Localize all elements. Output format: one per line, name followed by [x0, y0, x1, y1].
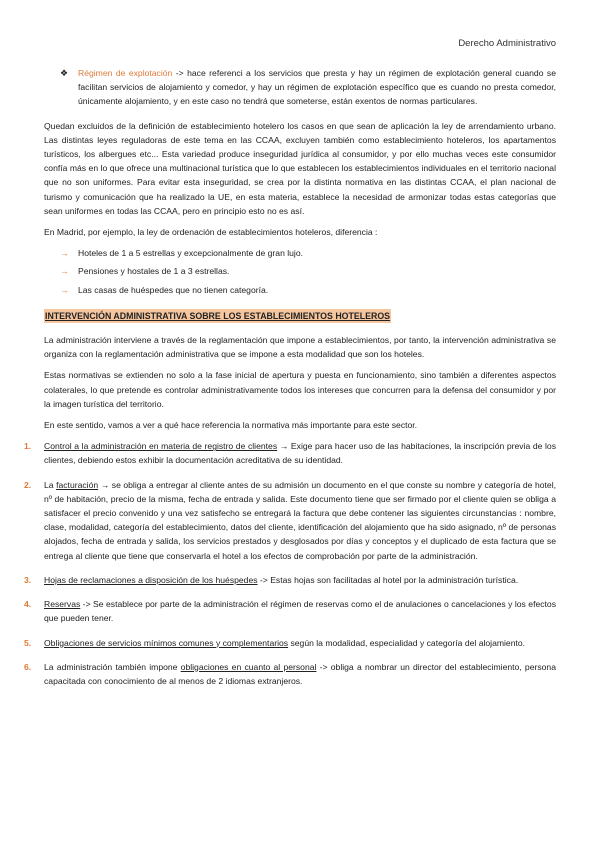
numbered-item-facturacion: 2. La facturación → se obliga a entregar al cliente antes de su admisión un documento en el que conste su nombre y categoría de hotel, nº de habitación, precio de la misma, fecha de entrada y salida. Este documento tiene que ser firmado por el cliente quien se obliga a satisfacer el precio convenido y una vez satisfecho se entregará la factura que debe contener las siguientes circunstancias : nombre, clase, modalidad, categoría del establecimiento, datos del cliente, identificación del alojamiento que ha sido asignado, nº de personas alojados, fecha de entrada y salida, los servicios prestados y desglosados por días y conceptos y el duplicado de esta factura que se entrega al cliente que tiene que conservarla el hotel a los efectos de comprobación por parte de la administración.: [24, 479, 556, 561]
regimen-text: -> hace referenci a los servicios que presta y hay un régimen de explotación general cuando se facilitan servicios de alojamiento y comedor, y hay un régimen de explotación específico que es cuando no presta comedor, únicamente alojamiento, y en este caso no tendrá que someterse, están exentos de normas particulares.: [78, 68, 556, 107]
list-item: → Pensiones y hostales de 1 a 3 estrellas.: [44, 264, 556, 278]
item-title: Reservas: [44, 599, 81, 610]
paragraph-madrid: En Madrid, por ejemplo, la ley de ordenación de establecimientos hoteleros, diferencia :: [44, 227, 378, 238]
section-heading: INTERVENCIÓN ADMINISTRATIVA SOBRE LOS ESTABLECIMIENTOS HOTELEROS: [44, 309, 391, 323]
paragraph-normativas: Estas normativas se extienden no solo a la fase inicial de apertura y puesta en funcionamiento, sino también a diferentes aspectos colaterales, lo que pretende es controlar administrativamente todos los intereses que concurren para la defensa del consumidor y por la imagen turística del territorio.: [44, 370, 556, 409]
item-title: obligaciones en cuanto al personal: [180, 661, 317, 672]
numbered-item-personal: 6. La administración también impone obligaciones en cuanto al personal -> obliga a nombrar un director del establecimiento, persona capacitada con conocimiento de al menos de 2 idiomas extranjeros.: [24, 661, 556, 686]
numbered-item-reservas: 4. Reservas -> Se establece por parte de la administración el régimen de reservas como el de anulaciones o cancelaciones y los efectos que pueden tener.: [24, 599, 556, 624]
diamond-bullet-icon: ❖: [60, 68, 69, 78]
arrow-icon: →: [60, 266, 69, 277]
list-item: → Hoteles de 1 a 5 estrellas y excepcionalmente de gran lujo.: [44, 246, 556, 260]
paragraph-intervention: La administración interviene a través de la reglamentación que impone a establecimientos, por tanto, la intervención administrativa se organiza con la reglamentación administrativa que se impone a esta modalidad que son los hoteles.: [44, 335, 556, 360]
paragraph-exclusions: Quedan excluidos de la definición de establecimiento hotelero los casos en que sean de aplicación la ley de arrendamiento urbano. Las distintas leyes reguladoras de este tema en las CCAA, excluyen también como establecimiento hoteleros, los apartamentos turísticos, los albergues etc... Esta variedad produce inseguridad jurídica al consumidor, y por ello muchas veces este consumidor confía más en lo que ofrece una multinacional turística que lo que establecen los establecimientos individuales en el territorio nacional que no son uniformes. Para evitar esta inseguridad, se crea por la distinta normativa en las distintas CCAA, el plan nacional de turismo y comunicación que ha realizado la UE, en esta materia, establece la necesidad de armonizar todas estas categorías que sean uniformes en todas las CCAA, pero en principio esto no es así.: [44, 120, 556, 216]
paragraph-sentido: En este sentido, vamos a ver a qué hace referencia la normativa más importante para este sector.: [44, 420, 418, 431]
arrow-icon: →: [60, 284, 69, 295]
regimen-label: Régimen de explotación: [78, 68, 173, 78]
regimen-bullet: [44, 66, 556, 109]
item-title: Obligaciones de servicios mínimos comunes y complementarios: [44, 637, 289, 648]
numbered-item-registro: 1. Control a la administración en materia de registro de clientes → Exige para hacer uso de las habitaciones, la inscripción previa de los clientes, debiendo estos exhibir la documentación acreditativa de su identidad.: [24, 441, 557, 466]
madrid-list: [44, 246, 556, 297]
item-title: Hojas de reclamaciones a disposición de los huéspedes: [44, 574, 258, 585]
numbered-item-reclamaciones: 3. Hojas de reclamaciones a disposición de los huéspedes -> Estas hojas son facilitadas al hotel por la administración turística.: [24, 574, 519, 585]
page-header: Derecho Administrativo: [458, 38, 556, 49]
item-title: facturación: [56, 479, 99, 490]
arrow-icon: →: [60, 248, 69, 259]
item-title: Control a la administración en materia de registro de clientes: [44, 441, 278, 452]
document-body: [24, 66, 557, 698]
list-item: → Las casas de huéspedes que no tienen categoría.: [44, 283, 556, 297]
numbered-item-servicios: 5. Obligaciones de servicios mínimos comunes y complementarios según la modalidad, especialidad y categoría del alojamiento.: [24, 637, 526, 648]
